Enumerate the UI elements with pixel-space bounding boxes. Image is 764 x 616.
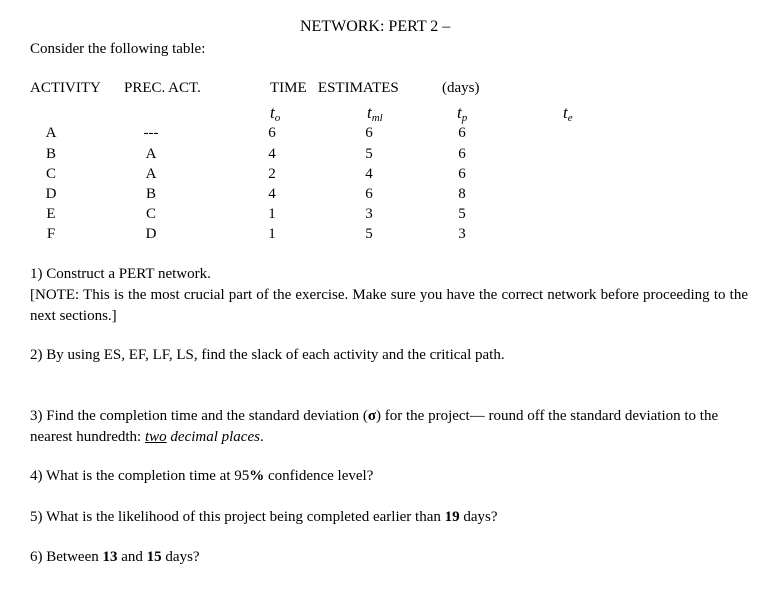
cell-prec: --- (143, 125, 159, 141)
cell-tml: 6 (365, 186, 373, 202)
cell-activity: C (45, 166, 56, 182)
cell-tp: 8 (458, 186, 466, 202)
cell-to: 1 (268, 226, 276, 242)
header-time-estimates: TIME ESTIMATES (270, 80, 399, 96)
cell-tp: 3 (458, 226, 466, 242)
question-1-note: [NOTE: This is the most crucial part of the exercise. Make sure you have the correct network before proceeding to the next sections.] (30, 287, 748, 324)
cell-prec: A (145, 166, 157, 182)
question-5: 5) What is the likelihood of this project being completed earlier than 19 days? (30, 509, 498, 525)
question-1: 1) Construct a PERT network. (30, 266, 211, 282)
cell-to: 1 (268, 206, 276, 222)
cell-tp: 6 (458, 166, 466, 182)
question-2: 2) By using ES, EF, LF, LS, find the slack of each activity and the critical path. (30, 347, 505, 363)
header-days: (days) (442, 80, 480, 96)
cell-prec: B (145, 186, 156, 202)
cell-tml: 4 (365, 166, 373, 182)
symbol-tml: $t_{ml}$ (367, 103, 383, 124)
cell-activity: B (45, 146, 56, 162)
cell-tml: 5 (365, 226, 373, 242)
cell-prec: A (145, 146, 157, 162)
cell-activity: D (45, 186, 57, 202)
cell-activity: A (45, 125, 57, 141)
cell-activity: F (46, 226, 56, 242)
cell-tml: 3 (365, 206, 373, 222)
cell-tp: 6 (458, 125, 466, 141)
cell-to: 2 (268, 166, 276, 182)
question-4: 4) What is the completion time at 95% confidence level? (30, 468, 374, 484)
symbol-to: $t_o$ (270, 103, 281, 124)
cell-to: 4 (268, 186, 276, 202)
header-activity: ACTIVITY (30, 80, 101, 96)
question-3: 3) Find the completion time and the standard deviation (σ) for the project— round off the standard deviation to the nearest hundredth: two decimal places. (30, 408, 719, 445)
cell-prec: D (145, 226, 157, 242)
header-prec: PREC. ACT. (124, 80, 201, 96)
cell-tml: 6 (365, 125, 373, 141)
symbol-te: $t_e$ (563, 103, 573, 124)
cell-to: 6 (268, 125, 276, 141)
intro-text: Consider the following table: (30, 41, 206, 57)
cell-tp: 6 (458, 146, 466, 162)
cell-activity: E (46, 206, 56, 222)
cell-to: 4 (268, 146, 276, 162)
symbol-tp: $t_p$ (457, 103, 468, 124)
cell-prec: C (145, 206, 156, 222)
question-6: 6) Between 13 and 15 days? (30, 549, 200, 565)
cell-tml: 5 (365, 146, 373, 162)
cell-tp: 5 (458, 206, 466, 222)
document-title: NETWORK: PERT 2 – (300, 18, 451, 35)
